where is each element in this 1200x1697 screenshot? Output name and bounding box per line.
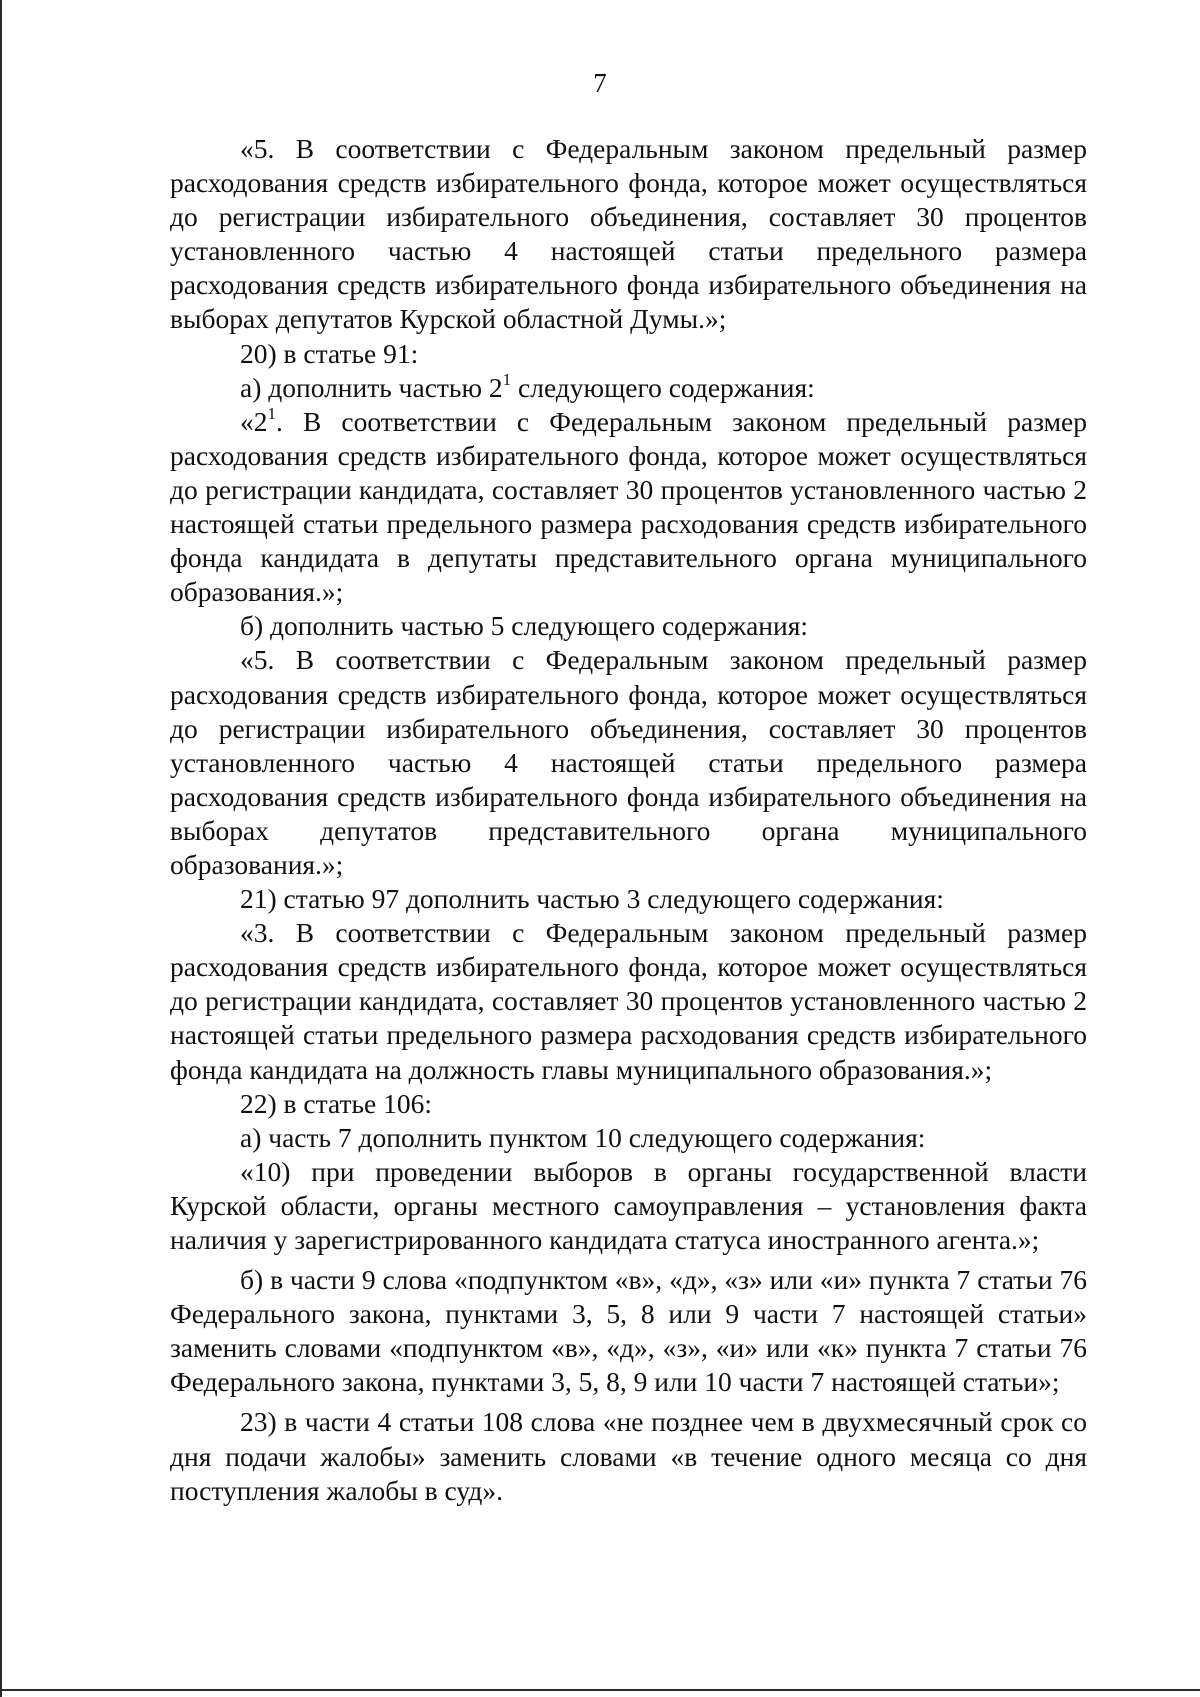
paragraph-quote-2-1	[170, 405, 1087, 610]
paragraph-item-20a	[170, 371, 1087, 405]
paragraph-item-20a-text-end: следующего содержания:	[511, 371, 815, 403]
paragraph-item-22: 22) в статье 106:	[240, 1087, 432, 1119]
superscript-1: 1	[267, 403, 276, 423]
document-body	[170, 132, 1087, 1508]
paragraph-quote-3: «3. В соответствии с Федеральным законом предельный размер расходования средств избирательного фонда, которое может осуществляться до регистрации кандидата, составляет 30 процентов установленного частью 2 настоящей статьи предельного размера расходования средств избирательного фонда кандидата на должность главы муниципального образования.»;	[170, 917, 1087, 1085]
paragraph-item-20: 20) в статье 91:	[240, 337, 419, 369]
paragraph-item-22a: а) часть 7 дополнить пунктом 10 следующего содержания:	[240, 1121, 926, 1153]
paragraph-item-20b: б) дополнить частью 5 следующего содержания:	[240, 610, 809, 642]
paragraph-quote-10: «10) при проведении выборов в органы государственной власти Курской области, органы местного самоуправления – установления факта наличия у зарегистрированного кандидата статуса иностранного агента.»;	[170, 1155, 1087, 1255]
paragraph-item-23: 23) в части 4 статьи 108 слова «не позднее чем в двухмесячный срок со дня подачи жалобы» заменить словами «в течение одного месяца со дня поступления жалобы в суд».	[170, 1406, 1087, 1506]
scan-edge-bottom	[0, 1689, 1200, 1691]
paragraph-quote-2-1-text: . В соответствии с Федеральным законом предельный размер расходования средств избирательного фонда, которое может осуществляться до регистрации кандидата, составляет 30 процентов установленного частью 2 настоящей статьи предельного размера расходования средств избирательного фонда кандидата в депутаты представительного органа муниципального образования.»;	[170, 405, 1087, 608]
paragraph-item-20a-text: а) дополнить частью 2	[240, 371, 503, 403]
paragraph-item-22b: б) в части 9 слова «подпунктом «в», «д», «з» или «и» пункта 7 статьи 76 Федерального закона, пунктами 3, 5, 8 или 9 части 7 настоящей статьи» заменить словами «подпунктом «в», «д», «з», «и» или «к» пункта 7 статьи 76 Федерального закона, пунктами 3, 5, 8, 9 или 10 части 7 настоящей статьи»;	[170, 1264, 1087, 1398]
page-number: 7	[593, 68, 607, 98]
superscript-1: 1	[502, 369, 512, 389]
paragraph-quote-5-municipal: «5. В соответствии с Федеральным законом предельный размер расходования средств избирательного фонда, которое может осуществляться до регистрации избирательного объединения, составляет 30 процентов установленного частью 4 настоящей статьи предельного размера расходования средств избирательного фонда избирательного объединения на выборах депутатов представительного органа муниципального образования.»;	[170, 644, 1087, 880]
scan-edge-left	[0, 0, 2, 1697]
paragraph-item-21: 21) статью 97 дополнить частью 3 следующего содержания:	[240, 883, 944, 915]
paragraph-quote-2-1-start: «2	[240, 405, 268, 437]
paragraph-quote-5-regional: «5. В соответствии с Федеральным законом предельный размер расходования средств избирательного фонда, которое может осуществляться до регистрации избирательного объединения, составляет 30 процентов установленного частью 4 настоящей статьи предельного размера расходования средств избирательного фонда избирательного объединения на выборах депутатов Курской областной Думы.»;	[170, 133, 1087, 335]
